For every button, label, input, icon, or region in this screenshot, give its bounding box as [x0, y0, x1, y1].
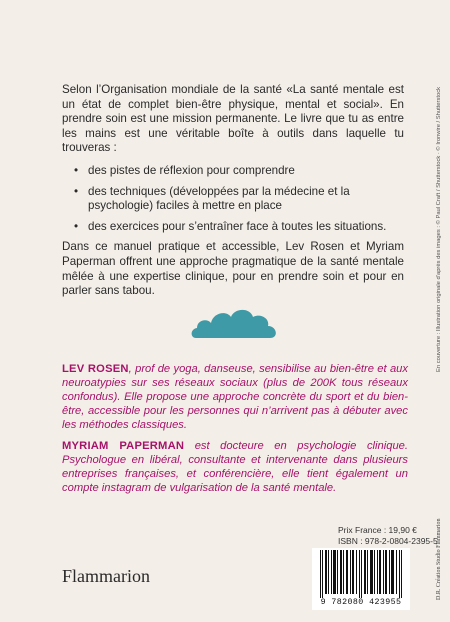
isbn-label: ISBN : 978-2-0804-2395-5: [338, 536, 438, 546]
cover-credit: En couverture : Illustration originale d’après des images : © Paul Craft / Shutterstock · © Ironwire / Shutterstock: [436, 87, 442, 372]
blurb-bullet-item: • des exercices pour s’entraîner face à toutes les situations.: [74, 219, 387, 233]
barcode-icon: [318, 550, 404, 598]
blurb: [62, 83, 404, 299]
author-name: LEV ROSEN: [62, 363, 129, 375]
cloud-icon: [190, 300, 280, 346]
author-bio: [62, 439, 408, 495]
author-name: MYRIAM PAPERMAN: [62, 440, 185, 452]
blurb-bullet-list: [62, 164, 404, 234]
blurb-bullet-item: • des techniques (développées par la médecine et la psychologie) faciles à mettre en place: [74, 184, 350, 213]
bullet-marker: •: [74, 219, 79, 233]
barcode-panel: [312, 548, 410, 610]
author-bio-text: , prof de yoga, danseuse, sensibilise au bien-être et aux neuroatypies sur ses réseaux sociaux (plus de 200K tous réseaux confondus). Elle propose une approche concrète du sport et du bien-être, accessible pour les personnes qui n’arrivent pas à débuter avec les méthodes classiques.: [62, 363, 408, 431]
blurb-bullet-item: • des pistes de réflexion pour comprendre: [74, 163, 295, 177]
bullet-marker: •: [74, 163, 79, 177]
blurb-paragraph-1: Selon l’Organisation mondiale de la santé «La santé mentale est un état de complet bien-être physique, mental et social». En prendre soin est une mission permanente. Le livre que tu as entre les mains est une véritable boîte à outils dans laquelle tu trouveras :: [62, 83, 404, 155]
author-bio-text: est docteure en psychologie clinique. Psychologue en libéral, consultante et intervenante dans plusieurs entreprises françaises, et conférencière, elle tient également un compte instagram de vulgarisation de la santé mentale.: [62, 440, 408, 494]
studio-credit: D.R. Création Studio Flammarion: [436, 518, 442, 600]
publisher-logo: Flammarion: [62, 566, 150, 586]
price-label: Prix France : 19,90 €: [338, 525, 417, 535]
price-info: [338, 525, 438, 547]
barcode-number: 9 782080 423955: [320, 598, 402, 607]
author-bios: [62, 362, 408, 502]
author-bio: [62, 362, 408, 432]
bullet-marker: •: [74, 184, 79, 198]
blurb-paragraph-2: Dans ce manuel pratique et accessible, Lev Rosen et Myriam Paperman offrent une approche pragmatique de la santé mentale mêlée à une expertise clinique, pour en prendre soin et pour en parler sans tabou.: [62, 240, 404, 298]
